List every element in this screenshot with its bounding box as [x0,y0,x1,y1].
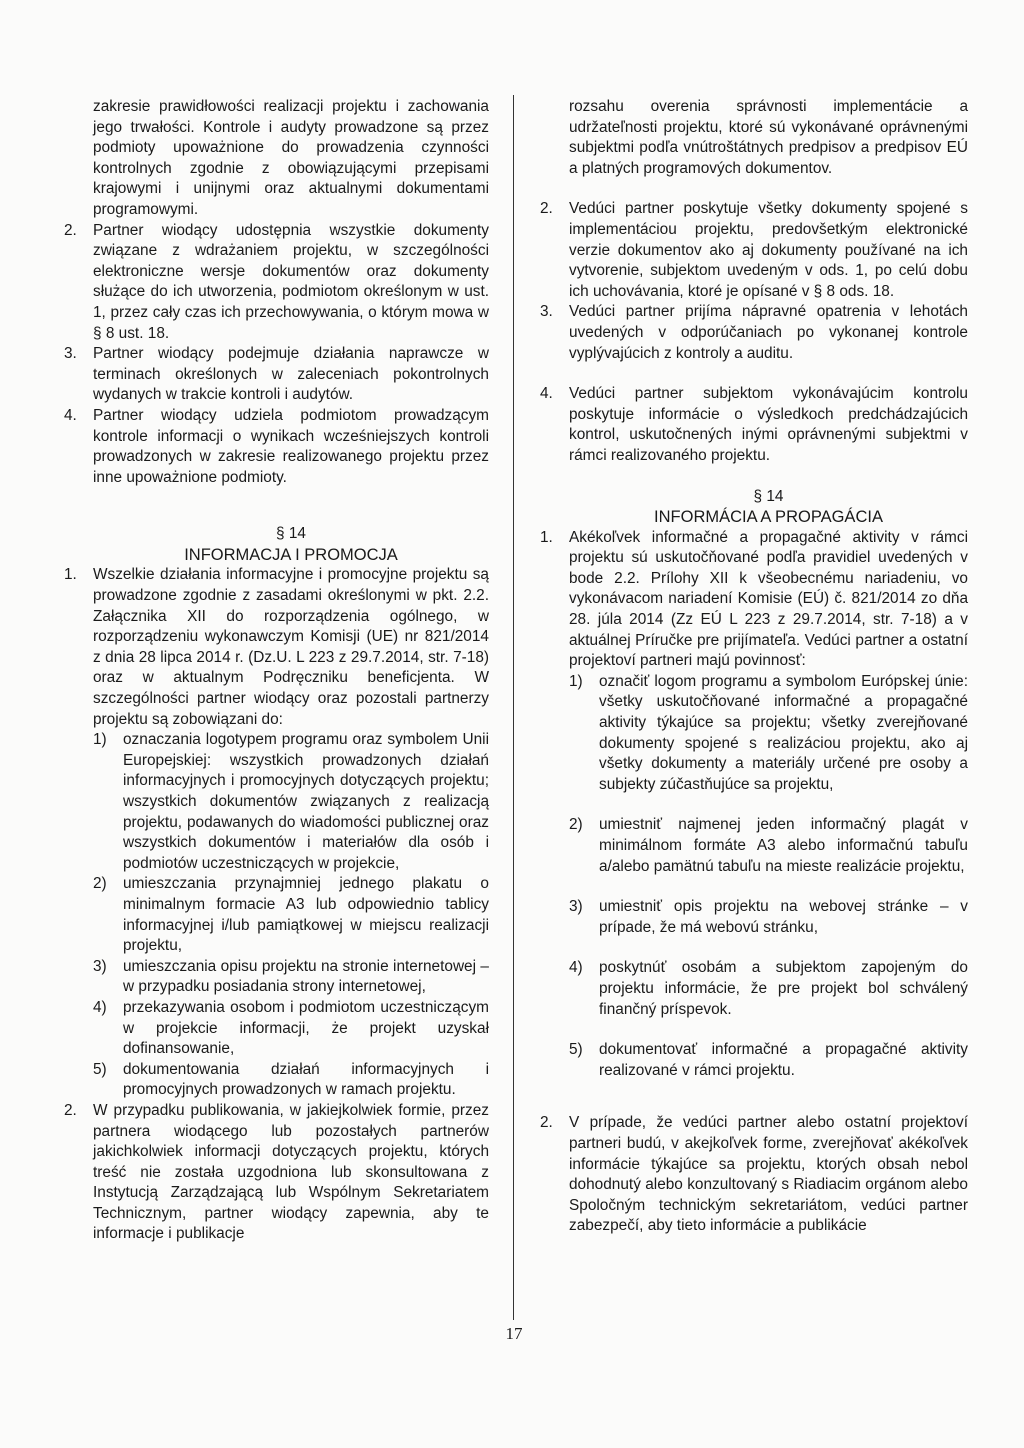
pl-point-2 [64,1101,489,1245]
pl-point-number: 1. [64,566,77,584]
pl-point-text: Wszelkie działania informacyjne i promocyjne projektu są prowadzone zgodnie z zasadami określonymi w pkt. 2.2. Załącznika XII do rozporządzenia ogólnego, w rozporządzeniu wykonawczym Komisji (UE) nr 821/2014 z dnia 28 lipca 2014 r. (Dz.U. L 223 z 29.7.2014, str. 7-18) oraz w aktualnym Podręczniku beneficjenta. W szczególności partner wiodący oraz pozostali partnerzy projektu są zobowiązani do: [93,566,489,728]
pl-section-number: § 14 [276,525,306,543]
sk-item-text: Vedúci partner poskytuje všetky dokumenty spojené s implementáciou projektu, predovšetkým elektronické verzie dokumentov ako aj dokumenty používané na ich vytvorenie, subjektom uvedeným v ods. 1, po celú dobu ich uchovávania, ktoré je opísané v § 8 ods. 18. [569,200,968,300]
pl-section-title: INFORMACJA I PROMOCJA [184,545,398,564]
polish-column [64,97,489,1245]
sk-subpoint-4 [569,958,968,1020]
pl-subpoint-number: 4) [93,998,107,1016]
sk-subpoint-text: poskytnúť osobám a subjektom zapojeným do projektu informácie, že pre projekt bol schválený finančný príspevok. [599,959,968,1018]
pl-subpoint-number: 5) [93,1060,107,1078]
sk-point-number: 2. [540,1114,553,1132]
sk-subpoint-number: 1) [569,672,583,690]
pl-subpoint-text: oznaczania logotypem programu oraz symbolem Unii Europejskiej: wszystkich prowadzonych działań informacyjnych i promocyjnych dotyczących projektu; wszystkich dokumentów związanych z realizacją projektu, podawanych do wiadomości publicznej oraz wszystkich dokumentów i materiałów dla osób i podmiotów uczestniczących w projekcie, [123,731,489,872]
sk-subpoint-text: označiť logom programu a symbolom Európskej únie: všetky uskutočňované informačné a propagačné aktivity týkajúce sa projektu; všetky zverejňované dokumenty spojené s realizáciou projektu, ako aj všetky dokumenty a materiály určené pre osoby a subjekty zúčastňujúce sa projektu, [599,672,968,793]
pl-item-number: 2. [64,221,77,239]
pl-subpoint-1 [93,730,489,874]
sk-subpoint-list [540,672,968,1082]
pl-intro-paragraph: zakresie prawidłowości realizacji projektu i zachowania jego trwałości. Kontrole i audyty prowadzone są przez podmioty upoważnione do prowadzenia czynności kontrolnych zgodnie z obowiązującymi przepisami krajowymi i unijnymi oraz aktualnymi dokumentami programowymi. [93,98,489,218]
pl-point-text: W przypadku publikowania, w jakiejkolwiek formie, przez partnera wiodącego lub pozostałych partnerów jakichkolwiek informacji dotyczących projektu, których treść nie została uzgodniona lub skonsultowana z Instytucją Zarządzającą lub Wspólnym Sekretariatem Technicznym, partner wiodący zapewnia, aby te informacje i publikacje [93,1101,489,1243]
sk-item-number: 3. [540,303,553,321]
page-number: 17 [505,1324,523,1343]
column-divider [513,95,514,1320]
sk-item-text: Vedúci partner subjektom vykonávajúcim kontrolu poskytuje informácie o výsledkoch predchádzajúcich kontrol, uskutočnených inými oprávnenými subjektmi v rámci realizovaného projektu. [569,385,968,464]
pl-subpoint-text: dokumentowania działań informacyjnych i promocyjnych prowadzonych w ramach projektu. [123,1060,489,1099]
sk-subpoint-2 [569,815,968,877]
sk-subpoint-1 [569,672,968,796]
pl-subpoint-text: umieszczania opisu projektu na stronie internetowej – w przypadku posiadania strony internetowej, [123,957,489,996]
sk-subpoint-number: 5) [569,1041,583,1059]
sk-intro-paragraph: rozsahu overenia správnosti implementácie a udržateľnosti projektu, ktoré sú vykonávané oprávnenými subjektmi podľa vnútroštátnych predpisov a predpisov EÚ a platných programových dokumentov. [569,98,968,177]
sk-point-text: Akékoľvek informačné a propagačné aktivity v rámci projektu sú uskutočňované podľa pravidiel uvedených v bode 2.2. Prílohy XII k všeobecnému nariadeniu, vo vykonávacom nariadení Komisie (EÚ) č. 821/2014 zo dňa 28. júla 2014 (Zz EÚ L 223 z 29.7.2014, str. 7-18) a v aktuálnej Príručke pre prijímateľa. Vedúci partner a ostatní projektoví partneri majú povinnosť: [569,528,968,670]
sk-item-4 [540,384,968,466]
sk-point-text: V prípade, že vedúci partner alebo ostatní projektoví partneri budú, v akejkoľvek forme, zverejňovať akékoľvek informácie týkajúce sa projektu, ktorých obsah nebol dohodnutý alebo konzultovaný s Riadiacim orgánom alebo Spoločným technickým sekretariátom, vedúci partner zabezpečí, aby tieto informácie a publikácie [569,1114,968,1235]
sk-item-2 [540,199,968,302]
sk-item-text: Vedúci partner prijíma nápravné opatrenia v lehotách uvedených v odporúčaniach po vykonanej kontrole vyplývajúcich z kontroly a auditu. [569,303,968,362]
slovak-column [540,97,968,1237]
sk-point-number: 1. [540,528,553,546]
pl-subpoint-number: 1) [93,731,107,749]
pl-item-3 [64,344,489,406]
pl-item-2 [64,221,489,345]
sk-subpoint-3 [569,897,968,938]
sk-subpoint-text: dokumentovať informačné a propagačné aktivity realizované v rámci projektu. [599,1041,968,1079]
pl-subpoint-5 [93,1060,489,1101]
sk-subpoint-number: 2) [569,816,583,834]
sk-item-number: 4. [540,385,553,403]
sk-subpoint-number: 3) [569,898,583,916]
sk-item-number: 2. [540,200,553,218]
sk-point-1 [540,528,968,672]
pl-subpoint-number: 3) [93,957,107,975]
sk-subpoint-number: 4) [569,959,583,977]
sk-point-2 [540,1113,968,1237]
pl-subpoint-text: umieszczania przynajmniej jednego plakatu o minimalnym formacie A3 lub odpowiednio tablicy informacyjnej i/lub pamiątkowej w miejscu realizacji projektu, [123,875,489,955]
pl-subpoint-4 [93,998,489,1060]
sk-section-number: § 14 [753,487,784,505]
pl-item-text: Partner wiodący udostępnia wszystkie dokumenty związane z wdrażaniem projektu, w szczególności elektroniczne wersje dokumentów oraz dokumenty służące do ich utworzenia, podmiotom określonym w ust. 1, przez cały czas ich przechowywania, o którym mowa w § 8 ust. 18. [93,221,489,342]
pl-subpoint-list [64,730,489,1101]
pl-item-number: 3. [64,345,77,363]
pl-subpoint-2 [93,874,489,956]
sk-section-title: INFORMÁCIA A PROPAGÁCIA [654,508,883,527]
sk-item-3 [540,302,968,364]
pl-subpoint-3 [93,957,489,998]
pl-item-text: Partner wiodący udziela podmiotom prowadzącym kontrole informacji o wynikach wcześniejszych kontroli prowadzonych w zakresie realizowanego projektu przez inne upoważnione podmioty. [93,406,489,486]
sk-subpoint-text: umiestniť opis projektu na webovej stránke – v prípade, že má webovú stránku, [599,898,968,936]
sk-subpoint-text: umiestniť najmenej jeden informačný plagát v minimálnom formáte A3 alebo informačnú tabuľu a/alebo pamätnú tabuľu na mieste realizácie projektu, [599,816,968,875]
pl-point-number: 2. [64,1101,77,1119]
pl-item-4 [64,406,489,488]
pl-subpoint-number: 2) [93,875,107,893]
pl-item-number: 4. [64,406,77,424]
sk-subpoint-5 [569,1040,968,1081]
pl-point-1 [64,565,489,730]
pl-item-text: Partner wiodący podejmuje działania naprawcze w terminach określonych w zaleceniach pokontrolnych wydanych w trakcie kontroli i audytów. [93,345,489,404]
pl-subpoint-text: przekazywania osobom i podmiotom uczestniczącym w projekcie informacji, że projekt uzyskał dofinansowanie, [123,998,489,1058]
